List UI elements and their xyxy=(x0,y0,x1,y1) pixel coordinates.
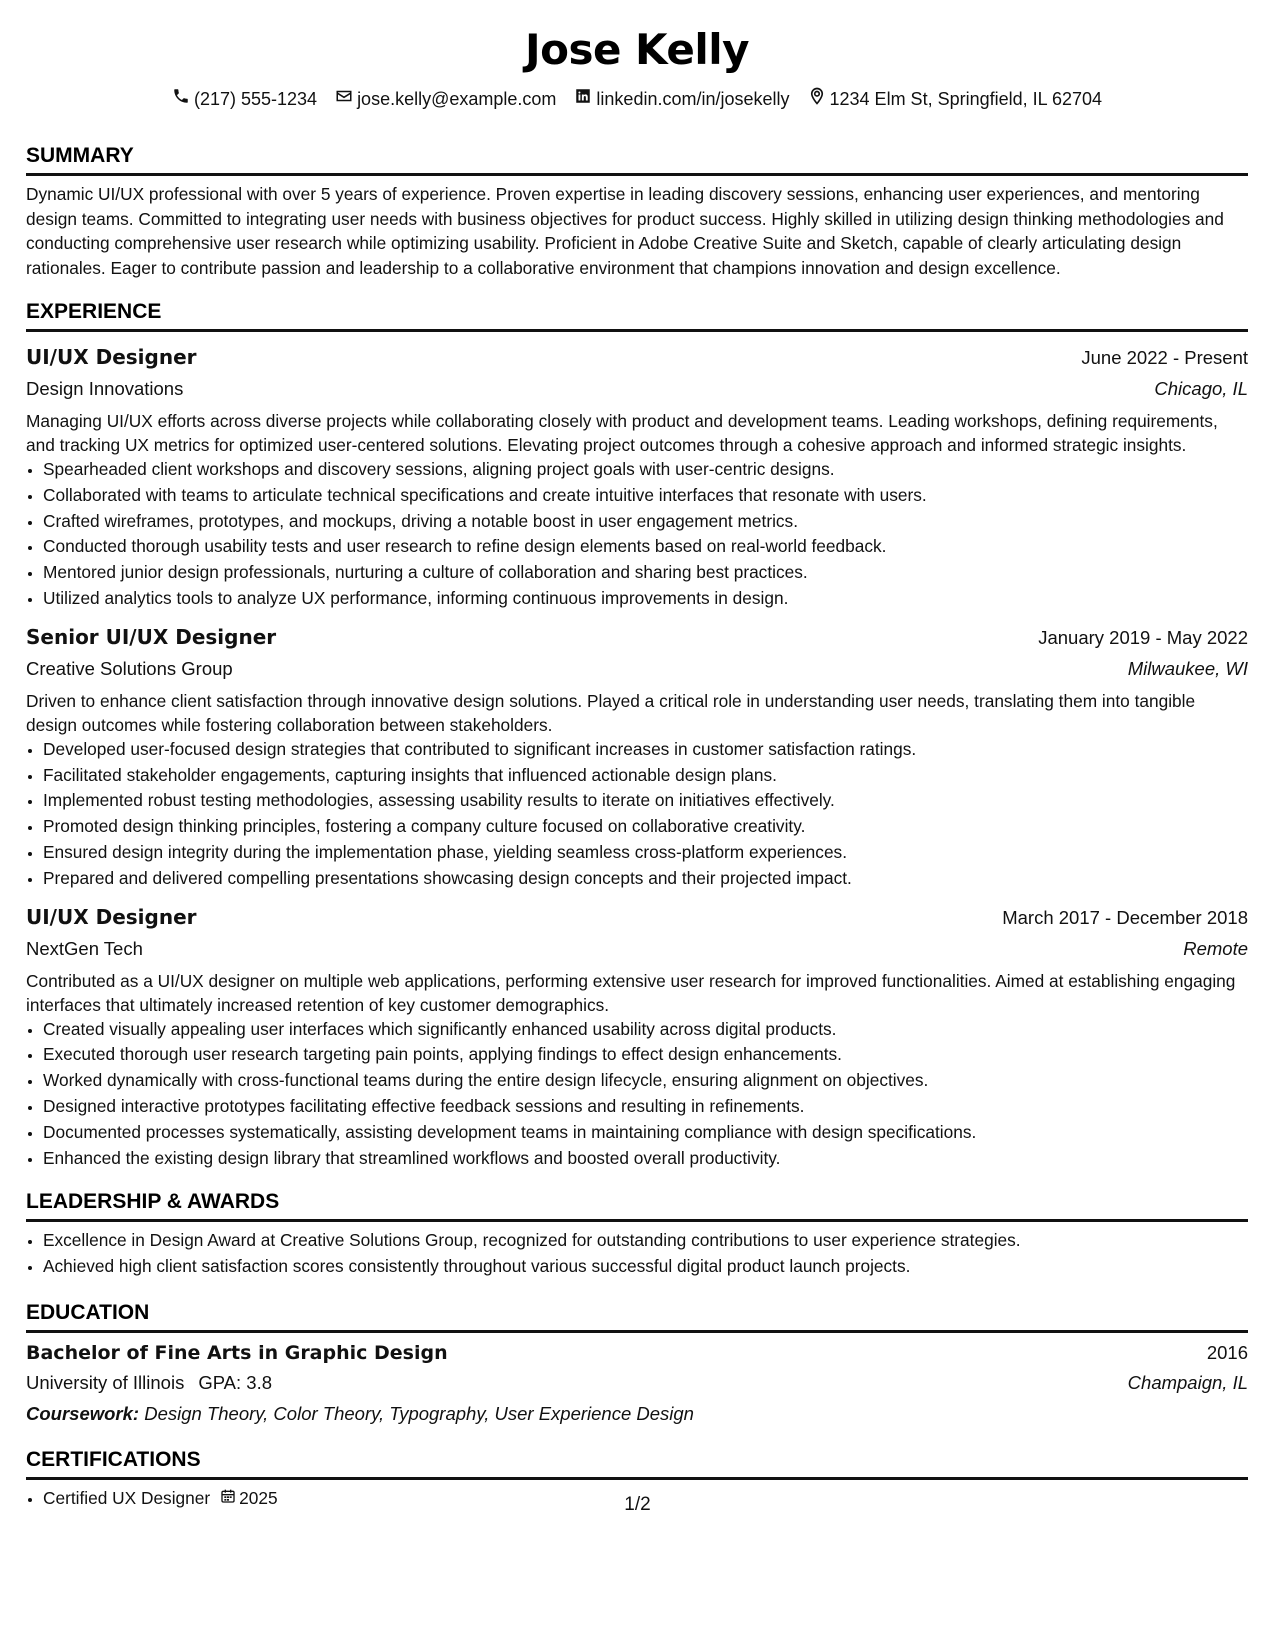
coursework-line xyxy=(26,1399,1248,1429)
contact-linkedin[interactable] xyxy=(574,87,789,111)
phone-icon xyxy=(172,87,190,111)
list-item: • Promoted design thinking principles, fostering a company culture focused on collaborative creativity. xyxy=(43,814,1248,840)
degree-year: 2016 xyxy=(1206,1341,1248,1363)
job-location: Chicago, IL xyxy=(1154,378,1248,399)
section-title: LEADERSHIP & AWARDS xyxy=(26,1187,1248,1222)
education-section xyxy=(26,1298,1248,1429)
list-item: • Mentored junior design professionals, nurturing a culture of collaboration and sharing best practices. xyxy=(43,560,1248,586)
list-item: • Utilized analytics tools to analyze UX performance, informing continuous improvements in design. xyxy=(43,586,1248,612)
job-dates: June 2022 - Present xyxy=(1081,347,1248,368)
job-entry xyxy=(26,902,1248,1172)
job-description: Driven to enhance client satisfaction through innovative design solutions. Played a critical role in understanding user needs, translating them into tangible design outcomes while fostering collaboration between stakeholders. xyxy=(26,690,1196,735)
email-link[interactable]: jose.kelly@example.com xyxy=(357,89,557,109)
school-location: Champaign, IL xyxy=(1127,1371,1248,1393)
coursework-text: Design Theory, Color Theory, Typography, User Experience Design xyxy=(144,1402,694,1424)
coursework-label: Coursework: xyxy=(26,1402,140,1424)
list-item: • Spearheaded client workshops and discovery sessions, aligning project goals with user-centric designs. xyxy=(43,457,1248,483)
job-title: UI/UX Designer xyxy=(26,904,197,929)
leadership-section xyxy=(26,1187,1248,1280)
list-item: • Ensured design integrity during the implementation phase, yielding seamless cross-platform experiences. xyxy=(43,840,1248,866)
linkedin-icon xyxy=(574,87,592,111)
cert-name: • Certified UX Designer xyxy=(43,1487,211,1508)
linkedin-link[interactable]: linkedin.com/in/josekelly xyxy=(596,89,790,109)
job-description: Managing UI/UX efforts across diverse projects while collaborating closely with product and development teams. Leading workshops, defining requirements, and tracking UX metrics for optimized user-centered solutions. Elevating project outcomes through a cohesive approach and informed strategic insights. xyxy=(26,411,1218,455)
list-item: • Achieved high client satisfaction scores consistently throughout various successful digital product launch projects. xyxy=(43,1254,1248,1280)
job-dates: March 2017 - December 2018 xyxy=(1002,906,1248,928)
job-entry xyxy=(26,342,1248,612)
list-item: • Implemented robust testing methodologies, assessing usability results to iterate on initiatives effectively. xyxy=(43,788,1248,814)
job-location: Remote xyxy=(1183,937,1248,959)
list-item: • Facilitated stakeholder engagements, capturing insights that influenced actionable design plans. xyxy=(43,763,1248,789)
school-name: University of Illinois xyxy=(26,1371,185,1393)
school-line xyxy=(26,1368,272,1398)
contact-address xyxy=(808,87,1103,111)
address-text: 1234 Elm St, Springfield, IL 62704 xyxy=(829,89,1103,109)
job-bullets xyxy=(26,457,1248,612)
list-item: • Crafted wireframes, prototypes, and mockups, driving a notable boost in user engagement metrics. xyxy=(43,509,1248,535)
candidate-name: Jose Kelly xyxy=(524,25,750,74)
envelope-icon xyxy=(335,87,353,111)
gpa: GPA: 3.8 xyxy=(198,1371,273,1393)
section-title: SUMMARY xyxy=(26,141,1248,176)
job-company: NextGen Tech xyxy=(26,937,143,959)
list-item: • Created visually appealing user interfaces which significantly enhanced usability across digital products. xyxy=(43,1017,1248,1043)
summary-section xyxy=(26,141,1248,280)
list-item: • Prepared and delivered compelling presentations showcasing design concepts and their projected impact. xyxy=(43,866,1248,892)
job-title: UI/UX Designer xyxy=(26,345,197,369)
list-item: • Enhanced the existing design library that streamlined workflows and boosted overall productivity. xyxy=(43,1146,1248,1172)
list-item: • Designed interactive prototypes facilitating effective feedback sessions and resulting in refinements. xyxy=(43,1094,1248,1120)
awards-list xyxy=(26,1228,1248,1280)
section-title: CERTIFICATIONS xyxy=(26,1445,1248,1480)
cert-year: 2025 xyxy=(239,1487,278,1508)
job-entry xyxy=(26,622,1248,892)
job-bullets xyxy=(26,737,1248,892)
job-description: Contributed as a UI/UX designer on multiple web applications, performing extensive user research for improved functionalities. Aimed at establishing engaging interfaces that ultimately increased retention of key customer demographics. xyxy=(26,970,1236,1015)
job-title: Senior UI/UX Designer xyxy=(26,624,277,649)
job-dates: January 2019 - May 2022 xyxy=(1038,626,1248,648)
list-item: • Documented processes systematically, assisting development teams in maintaining compliance with design specifications. xyxy=(43,1120,1248,1146)
map-pin-icon xyxy=(808,87,826,111)
list-item: • Developed user-focused design strategies that contributed to significant increases in customer satisfaction ratings. xyxy=(43,737,1248,763)
summary-text: Dynamic UI/UX professional with over 5 years of experience. Proven expertise in leading discovery sessions, enhancing user experiences, and mentoring design teams. Committed to integrating user needs with business objectives for product success. Highly skilled in utilizing design thinking methodologies and conducting comprehensive user research while optimizing usability. Proficient in Adobe Creative Suite and Sketch, capable of clearly articulating design rationales. Eager to contribute passion and leadership to a collaborative environment that champions innovation and design excellence. xyxy=(26,184,1224,278)
contact-email[interactable] xyxy=(335,87,556,111)
degree-title: Bachelor of Fine Arts in Graphic Design xyxy=(26,1341,448,1364)
phone-text: (217) 555-1234 xyxy=(193,89,318,109)
list-item: • Worked dynamically with cross-functional teams during the entire design lifecycle, ensuring alignment on objectives. xyxy=(43,1068,1248,1094)
job-location: Milwaukee, WI xyxy=(1127,657,1248,679)
section-title: EDUCATION xyxy=(26,1298,1248,1333)
list-item: • Executed thorough user research targeting pain points, applying findings to effect design enhancements. xyxy=(43,1042,1248,1068)
list-item: • Excellence in Design Award at Creative Solutions Group, recognized for outstanding contributions to user experience strategies. xyxy=(43,1228,1248,1254)
section-title: EXPERIENCE xyxy=(26,297,1248,332)
job-bullets xyxy=(26,1017,1248,1172)
page-number: 1/2 xyxy=(624,1494,651,1515)
list-item: • Conducted thorough usability tests and user research to refine design elements based on real-world feedback. xyxy=(43,534,1248,560)
experience-section xyxy=(26,297,1248,1171)
contact-phone xyxy=(172,87,317,111)
job-company: Design Innovations xyxy=(26,378,184,399)
list-item: • Collaborated with teams to articulate technical specifications and create intuitive interfaces that resonate with users. xyxy=(43,483,1248,509)
resume-page xyxy=(26,0,1248,1512)
job-company: Creative Solutions Group xyxy=(26,657,233,679)
contact-bar xyxy=(26,87,1248,111)
